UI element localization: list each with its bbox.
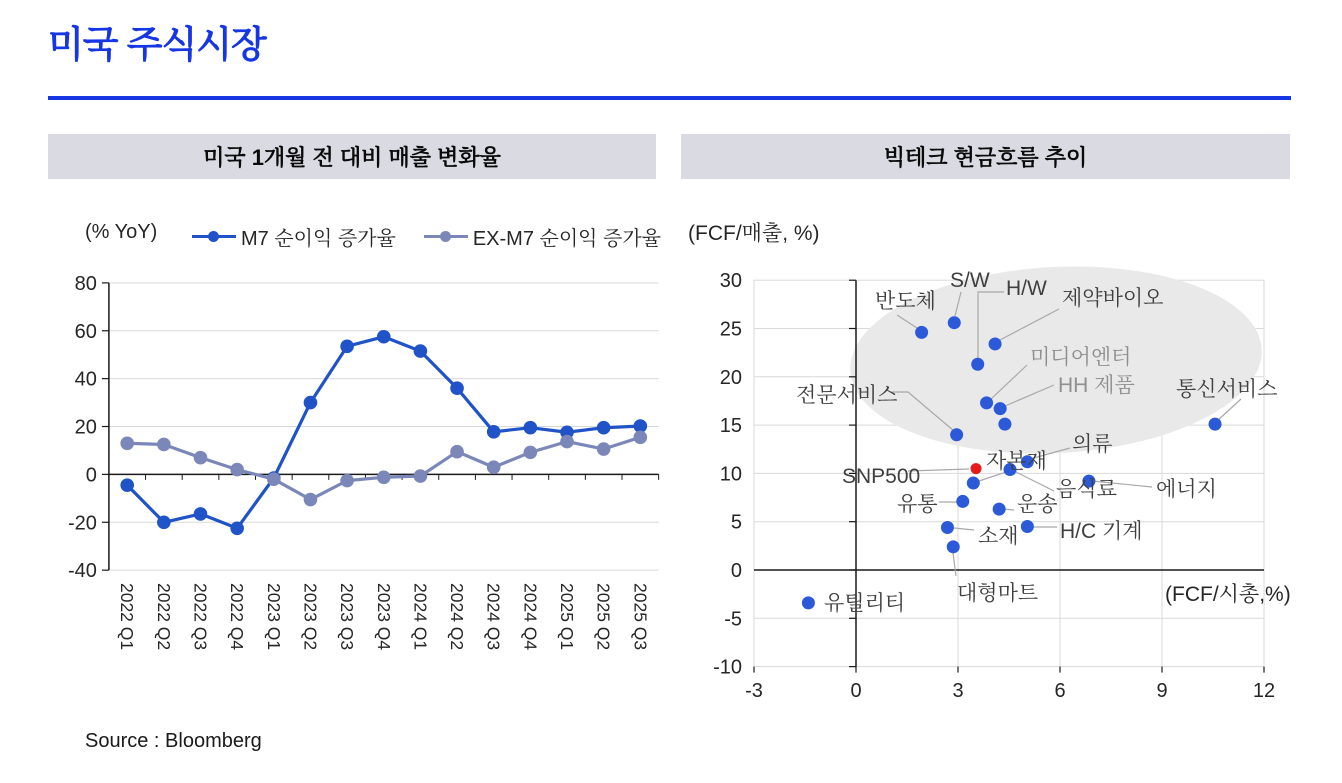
exm7-point [120,436,134,450]
exm7-point [560,435,574,449]
m7-point [304,396,318,410]
m7-point [340,340,354,354]
line-y-tick-label: 40 [74,368,97,391]
line-x-tick-label: 2023 Q1 [263,583,284,651]
exm7-point [340,474,354,488]
line-x-tick-label: 2023 Q2 [300,583,321,651]
m7-point [377,330,391,344]
scatter-point-retail [956,495,969,508]
line-x-tick-label: 2022 Q4 [227,583,248,651]
scatter-point-sw [948,316,961,329]
m7-point [120,478,134,492]
scatter-point-media-ent [980,396,993,409]
left-chart-y-unit: (% YoY) [85,221,158,243]
line-y-tick-label: 60 [74,320,97,343]
scatter-label-hypermarket: 대형마트 [957,582,1039,605]
scatter-x-tick-label: 3 [952,680,964,702]
scatter-point-transport [993,503,1006,516]
line-x-tick-label: 2024 Q4 [520,583,541,651]
scatter-label-pharma-bio: 제약바이오 [1062,287,1164,310]
scatter-point-pharma-bio [989,337,1002,350]
scatter-label-hw: H/W [1006,277,1047,300]
exm7-point [450,445,464,459]
line-x-tick-label: 2022 Q2 [153,583,174,651]
line-y-tick-label: -20 [67,512,97,535]
exm7-point [414,469,428,483]
exm7-point [487,460,501,474]
exm7-point [157,438,171,452]
scatter-y-tick-label: 5 [730,511,742,534]
scatter-label-sw: S/W [950,269,990,292]
scatter-point-hypermarket [947,540,960,553]
scatter-label-hh-products: HH 제품 [1058,374,1135,397]
scatter-label-hc-machinery: H/C 기계 [1060,520,1143,543]
exm7-point [634,430,648,444]
scatter-y-tick-label: 25 [719,318,742,341]
line-x-tick-label: 2025 Q2 [593,583,614,651]
scatter-y-tick-label: 0 [730,560,742,582]
scatter-y-tick-label: -10 [713,656,742,679]
scatter-label-apparel: 의류 [1072,433,1113,456]
scatter-point-hh-products [994,402,1007,415]
scatter-point-food-bev [967,477,980,490]
scatter-label-snp500: SNP500 [842,465,921,488]
m7-point [414,344,428,358]
scatter-point-utilities [802,596,815,609]
scatter-point-hw [971,358,984,371]
scatter-label-capital-goods: 자본재 [986,450,1047,473]
source-note: Source : Bloomberg [85,730,262,752]
line-x-tick-label: 2024 Q1 [410,583,431,651]
line-x-tick-label: 2025 Q1 [557,583,577,651]
m7-point [450,381,464,395]
scatter-y-tick-label: 30 [719,270,742,293]
scatter-x-tick-label: 9 [1156,680,1168,702]
m7-point [487,425,501,439]
scatter-point-telecom [1209,418,1222,431]
scatter-point-unlabeled [998,418,1011,431]
scatter-label-telecom: 통신서비스 [1176,378,1278,401]
m7-point [194,507,208,521]
scatter-label-semiconductor: 반도체 [875,290,936,313]
m7-point [524,421,538,435]
left-panel-header-label: 미국 1개월 전 대비 매출 변화율 [203,145,501,170]
line-x-tick-label: 2022 Q3 [190,583,211,651]
scatter-label-retail: 유통 [897,493,938,516]
scatter-x-tick-label: 6 [1054,680,1066,702]
scatter-point-snp500 [971,463,982,474]
line-y-tick-label: -40 [67,560,97,583]
scatter-label-prof-services: 전문서비스 [796,384,898,407]
scatter-x-tick-label: -3 [745,680,763,702]
m7-point [597,421,611,435]
scatter-x-tick-label: 0 [850,680,862,702]
scatter-label-utilities: 유틸리티 [824,592,906,615]
scatter-label-food-bev: 음식료 [1056,478,1117,501]
page-title: 미국 주식시장 [48,24,266,65]
m7-legend-label: M7 순이익 증가율 [241,228,396,250]
exm7-point [230,463,244,477]
exm7-point [194,451,208,465]
exm7-legend-label: EX-M7 순이익 증가율 [472,228,661,250]
scatter-y-tick-label: -5 [724,608,742,631]
scatter-point-materials [941,521,954,534]
scatter-point-prof-services [950,428,963,441]
line-x-tick-label: 2025 Q3 [630,583,651,651]
right-chart-y-unit: (FCF/매출, %) [688,222,820,245]
m7-point [157,515,171,529]
line-x-tick-label: 2024 Q2 [447,583,468,651]
scatter-y-tick-label: 15 [719,415,742,438]
exm7-point [597,442,611,456]
line-x-tick-label: 2024 Q3 [483,583,504,651]
scatter-label-materials: 소재 [978,525,1019,548]
line-x-tick-label: 2023 Q3 [337,583,358,651]
leader-line-hypermarket [953,553,956,576]
line-y-tick-label: 80 [74,272,97,295]
line-y-tick-label: 20 [74,416,97,439]
scatter-x-tick-label: 12 [1252,680,1276,702]
scatter-y-tick-label: 10 [719,463,742,486]
line-x-tick-label: 2023 Q4 [373,583,394,651]
leader-line-materials [954,528,974,530]
line-x-tick-label: 2022 Q1 [117,583,138,651]
scatter-point-hc-machinery [1021,520,1034,533]
exm7-point [524,446,538,460]
exm7-point [377,470,391,484]
scatter-x-unit-label: (FCF/시총,%) [1165,583,1291,606]
scatter-point-semiconductor [915,326,928,339]
scatter-label-media-ent: 미디어엔터 [1030,346,1132,369]
exm7-point [267,472,281,486]
exm7-point [304,493,318,507]
m7-point [230,521,244,535]
scatter-label-energy: 에너지 [1156,478,1217,501]
right-panel-header-label: 빅테크 현금흐름 추이 [883,145,1088,170]
scatter-y-tick-label: 20 [719,366,742,389]
line-y-tick-label: 0 [85,464,97,487]
scatter-label-transport: 운송 [1017,493,1058,516]
